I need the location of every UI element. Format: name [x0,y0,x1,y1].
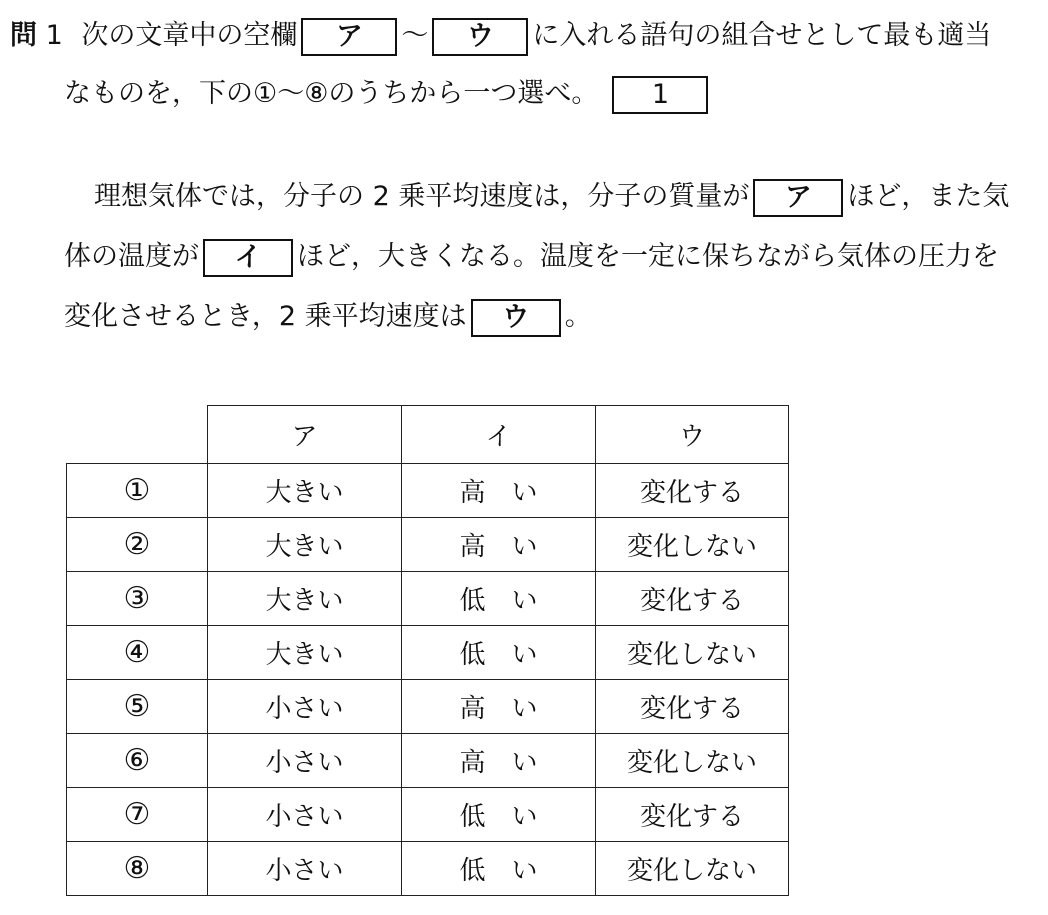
question-number: 1 [45,20,63,51]
option-number: ③ [67,572,208,626]
table-row [67,464,789,518]
table-row [67,842,789,896]
table-header-row [67,406,789,464]
cell-u: 変化する [596,680,789,734]
passage-text-2b: ほど，大きくなる。温度を一定に保ちながら気体の圧力を [297,241,999,272]
table-row [67,626,789,680]
cell-u: 変化する [596,572,789,626]
cell-a: 小さい [208,788,402,842]
header-i: イ [402,406,596,464]
passage-text-3b: 。 [564,301,592,332]
question-text-1: 次の文章中の空欄 [81,20,298,51]
cell-u: 変化しない [596,626,789,680]
passage-line-1 [94,177,1009,217]
option-number: ④ [67,626,208,680]
blank-box-first: ア [301,18,397,56]
question-label: 問 [10,20,37,51]
passage-text-1b: ほど，また気 [847,181,1010,212]
question-text-1-rest: に入れる語句の組合せとして最も適当 [532,20,992,51]
answer-table [66,405,789,896]
cell-i: 低 い [402,788,596,842]
cell-u: 変化しない [596,842,789,896]
cell-a: 小さい [208,734,402,788]
cell-u: 変化しない [596,734,789,788]
header-a: ア [208,406,402,464]
option-number: ⑥ [67,734,208,788]
cell-a: 大きい [208,464,402,518]
option-number: ⑧ [67,842,208,896]
table-row [67,734,789,788]
option-number: ② [67,518,208,572]
passage-text-1a: 理想気体では，分子の 2 乗平均速度は，分子の質量が [94,181,750,212]
cell-i: 高 い [402,680,596,734]
option-number: ⑤ [67,680,208,734]
header-blank-cell [67,406,208,464]
question-line-1 [10,16,991,56]
cell-i: 高 い [402,734,596,788]
passage-line-2 [64,237,999,277]
cell-a: 大きい [208,572,402,626]
blank-box-u: ウ [471,299,561,337]
table-row [67,788,789,842]
tilde: 〜 [401,20,429,51]
cell-i: 高 い [402,518,596,572]
blank-box-last: ウ [432,18,528,56]
table-row [67,572,789,626]
blank-box-i: イ [203,239,293,277]
passage-text-2a: 体の温度が [64,241,199,272]
passage-line-3 [64,297,592,337]
option-number: ⑦ [67,788,208,842]
cell-i: 低 い [402,572,596,626]
cell-u: 変化する [596,464,789,518]
question-text-2: なものを，下の①〜⑧のうちから一つ選べ。 [64,78,599,109]
cell-i: 高 い [402,464,596,518]
question-line-2 [64,74,712,114]
table-row [67,518,789,572]
cell-u: 変化しない [596,518,789,572]
cell-a: 大きい [208,626,402,680]
cell-i: 低 い [402,626,596,680]
cell-a: 小さい [208,680,402,734]
cell-a: 小さい [208,842,402,896]
cell-a: 大きい [208,518,402,572]
cell-i: 低 い [402,842,596,896]
table-row [67,680,789,734]
passage-text-3a: 変化させるとき，2 乗平均速度は [64,301,467,332]
blank-box-a: ア [753,179,843,217]
header-u: ウ [596,406,789,464]
cell-u: 変化する [596,788,789,842]
answer-box: 1 [612,76,708,114]
option-number: ① [67,464,208,518]
